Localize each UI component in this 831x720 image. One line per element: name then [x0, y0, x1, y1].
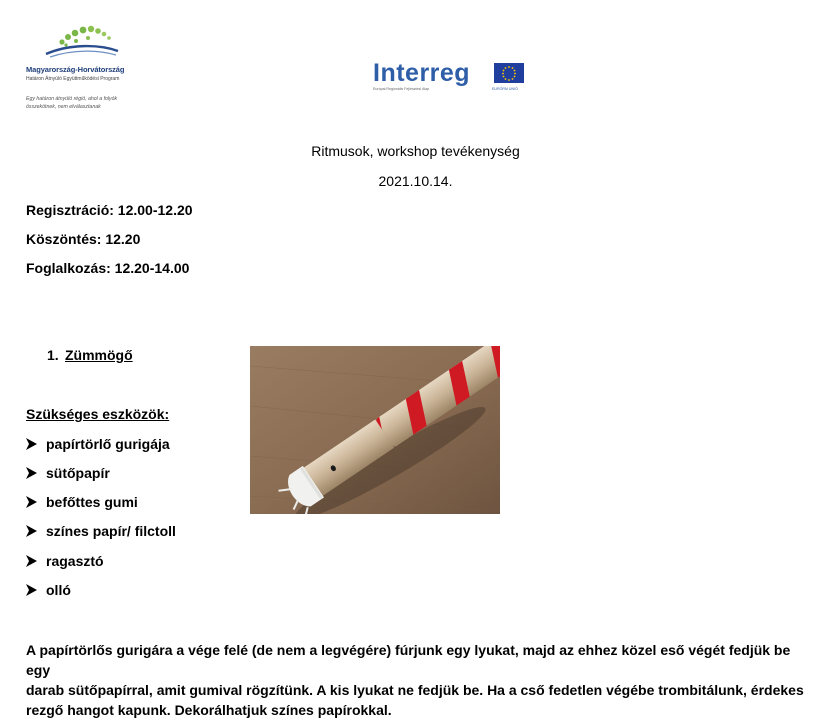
interreg-wordmark: Interreg — [373, 59, 471, 87]
instructions-line: rezgő hangot kapunk. Dekorálhatjuk színes papírokkal. — [26, 702, 392, 718]
program-logo — [22, 24, 152, 119]
section-number: 1. — [47, 347, 59, 363]
program-slogan-line1: Egy határon átnyúló régió, ahol a folyók — [26, 96, 118, 102]
document-date: 2021.10.14. — [378, 173, 453, 189]
tool-item — [26, 523, 176, 539]
interreg-fund-text: Európai Regionális Fejlesztési Alap — [373, 87, 430, 91]
schedule-activity: Foglalkozás: 12.20-14.00 — [26, 260, 190, 276]
program-subtitle: Határon Átnyúló Együttműködési Program — [26, 76, 120, 82]
schedule-registration: Regisztráció: 12.00-12.20 — [26, 202, 193, 218]
tool-label: befőttes gumi — [46, 494, 138, 510]
kazoo-tube-photo — [250, 346, 500, 514]
schedule-welcome: Köszöntés: 12.20 — [26, 231, 141, 247]
instructions-paragraph — [26, 640, 816, 720]
interreg-logo — [373, 58, 533, 98]
arrowhead-bullet-icon — [26, 555, 37, 567]
tool-item — [26, 553, 104, 569]
instructions-line: A papírtörlős gurigára a vége felé (de nem a legvégére) fúrjunk egy lyukat, majd az ehhez közel eső végét fedjük be egy — [26, 642, 791, 678]
tools-heading: Szükséges eszközök: — [26, 406, 170, 422]
section-title: Zümmögő — [65, 347, 133, 363]
eu-label: EURÓPAI UNIÓ — [492, 87, 518, 91]
tool-item — [26, 465, 110, 481]
arrowhead-bullet-icon — [26, 496, 37, 508]
document-title: Ritmusok, workshop tevékenység — [311, 143, 520, 159]
program-org-name: Magyarország-Horvátország — [26, 65, 125, 74]
tool-label: olló — [46, 582, 71, 598]
tool-item — [26, 494, 138, 510]
tool-label: ragasztó — [46, 553, 104, 569]
program-slogan-line2: összekötnek, nem elválasztanak — [26, 104, 101, 110]
arrowhead-bullet-icon — [26, 438, 37, 450]
arrowhead-bullet-icon — [26, 467, 37, 479]
arrowhead-bullet-icon — [26, 525, 37, 537]
tool-label: sütőpapír — [46, 465, 110, 481]
tool-item — [26, 582, 71, 598]
tool-label: színes papír/ filctoll — [46, 523, 176, 539]
eu-flag-icon — [494, 63, 524, 83]
instructions-line: darab sütőpapírral, amit gumival rögzítünk. A kis lyukat ne fedjük be. Ha a cső fedetlen végébe trombitálunk, érdekes — [26, 682, 804, 698]
program-logo-emblem-icon — [44, 24, 120, 58]
arrowhead-bullet-icon — [26, 584, 37, 596]
tool-label: papírtörlő gurigája — [46, 436, 170, 452]
tool-item — [26, 436, 170, 452]
